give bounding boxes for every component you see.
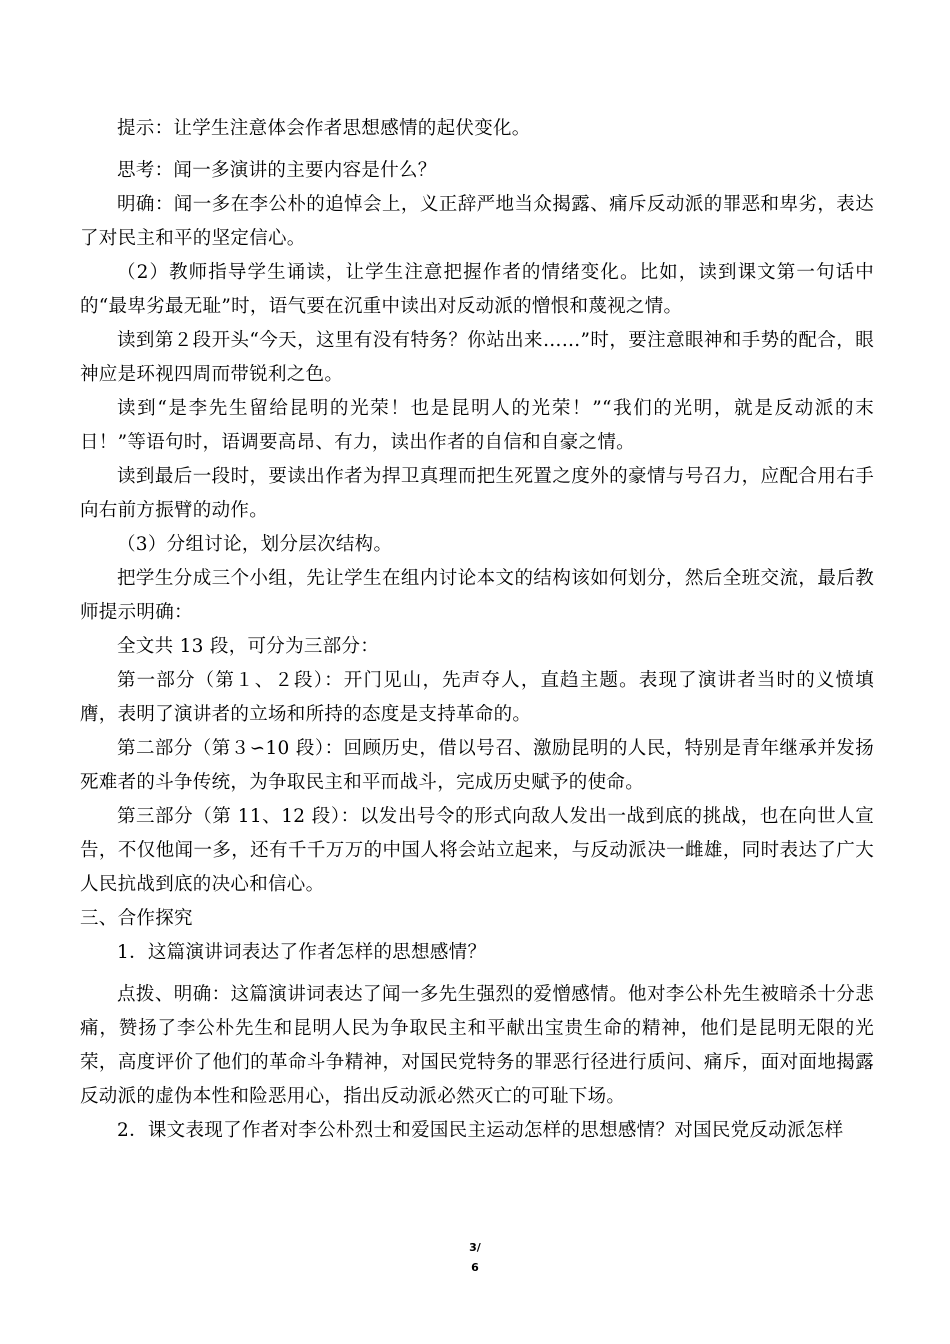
step-3-paragraph: （3）分组讨论，划分层次结构。 <box>117 534 393 555</box>
question-paragraph: 思考：闻一多演讲的主要内容是什么？ <box>117 160 437 181</box>
answer-paragraph: 明确：闻一多在李公朴的追悼会上，义正辞严地当众揭露、痛斥反动派的罪恶和卑劣，表达了对民主和平的坚定信心。 <box>80 194 874 249</box>
hint-paragraph: 提示：让学生注意体会作者思想感情的起伏变化。 <box>117 118 531 139</box>
page-number <box>0 1238 950 1278</box>
structure-summary-paragraph: 全文共 13 段，可分为三部分： <box>117 636 380 657</box>
reading-quotes-paragraph: 读到“是李先生留给昆明的光荣！也是昆明人的光荣！”“我们的光明，就是反动派的末日！”等语句时，语调要高昂、有力，读出作者的自信和自豪之情。 <box>80 398 874 453</box>
document-body <box>80 112 874 1148</box>
question-1-answer-paragraph: 点拨、明确：这篇演讲词表达了闻一多先生强烈的爱憎感情。他对李公朴先生被暗杀十分悲痛，赞扬了李公朴先生和昆明人民为争取民主和平献出宝贵生命的精神，他们是昆明无限的光荣，高度评价了他们的革命斗争精神，对国民党特务的罪恶行径进行质问、痛斥，面对面地揭露反动派的虚伪本性和险恶用心，指出反动派必然灭亡的可耻下场。 <box>80 984 874 1107</box>
reading-last-paragraph: 读到最后一段时，要读出作者为捍卫真理而把生死置之度外的豪情与号召力，应配合用右手向右前方振臂的动作。 <box>80 466 874 521</box>
question-2-paragraph: 2．课文表现了作者对李公朴烈士和爱国民主运动怎样的思想感情？对国民党反动派怎样 <box>117 1120 844 1141</box>
part-two-paragraph: 第二部分（第３∽10 段）：回顾历史，借以号召、激励昆明的人民，特别是青年继承并发扬死难者的斗争传统，为争取民主和平而战斗，完成历史赋予的使命。 <box>80 738 874 793</box>
reading-para-2-paragraph: 读到第２段开头“今天，这里有没有特务？你站出来……”时，要注意眼神和手势的配合，眼神应是环视四周而带锐利之色。 <box>80 330 874 385</box>
page-number-top: 3/ <box>469 1241 481 1254</box>
part-three-paragraph: 第三部分（第 11、12 段）：以发出号令的形式向敌人发出一战到底的挑战，也在向世人宣告，不仅他闻一多，还有千千万万的中国人将会站立起来，与反动派决一雌雄，同时表达了广大人民抗战到底的决心和信心。 <box>80 806 874 895</box>
section-heading: 三、合作探究 <box>80 908 193 929</box>
group-discussion-paragraph: 把学生分成三个小组，先让学生在组内讨论本文的结构该如何划分，然后全班交流，最后教师提示明确： <box>80 568 874 623</box>
question-1-paragraph: 1．这篇演讲词表达了作者怎样的思想感情？ <box>117 942 487 963</box>
step-2-paragraph: （2）教师指导学生诵读，让学生注意把握作者的情绪变化。比如，读到课文第一句话中的“最卑劣最无耻”时，语气要在沉重中读出对反动派的憎恨和蔑视之情。 <box>80 262 874 317</box>
page-number-bottom: 6 <box>471 1261 479 1274</box>
part-one-paragraph: 第一部分（第１、２段）：开门见山，先声夺人，直趋主题。表现了演讲者当时的义愤填膺，表明了演讲者的立场和所持的态度是支持革命的。 <box>80 670 874 725</box>
